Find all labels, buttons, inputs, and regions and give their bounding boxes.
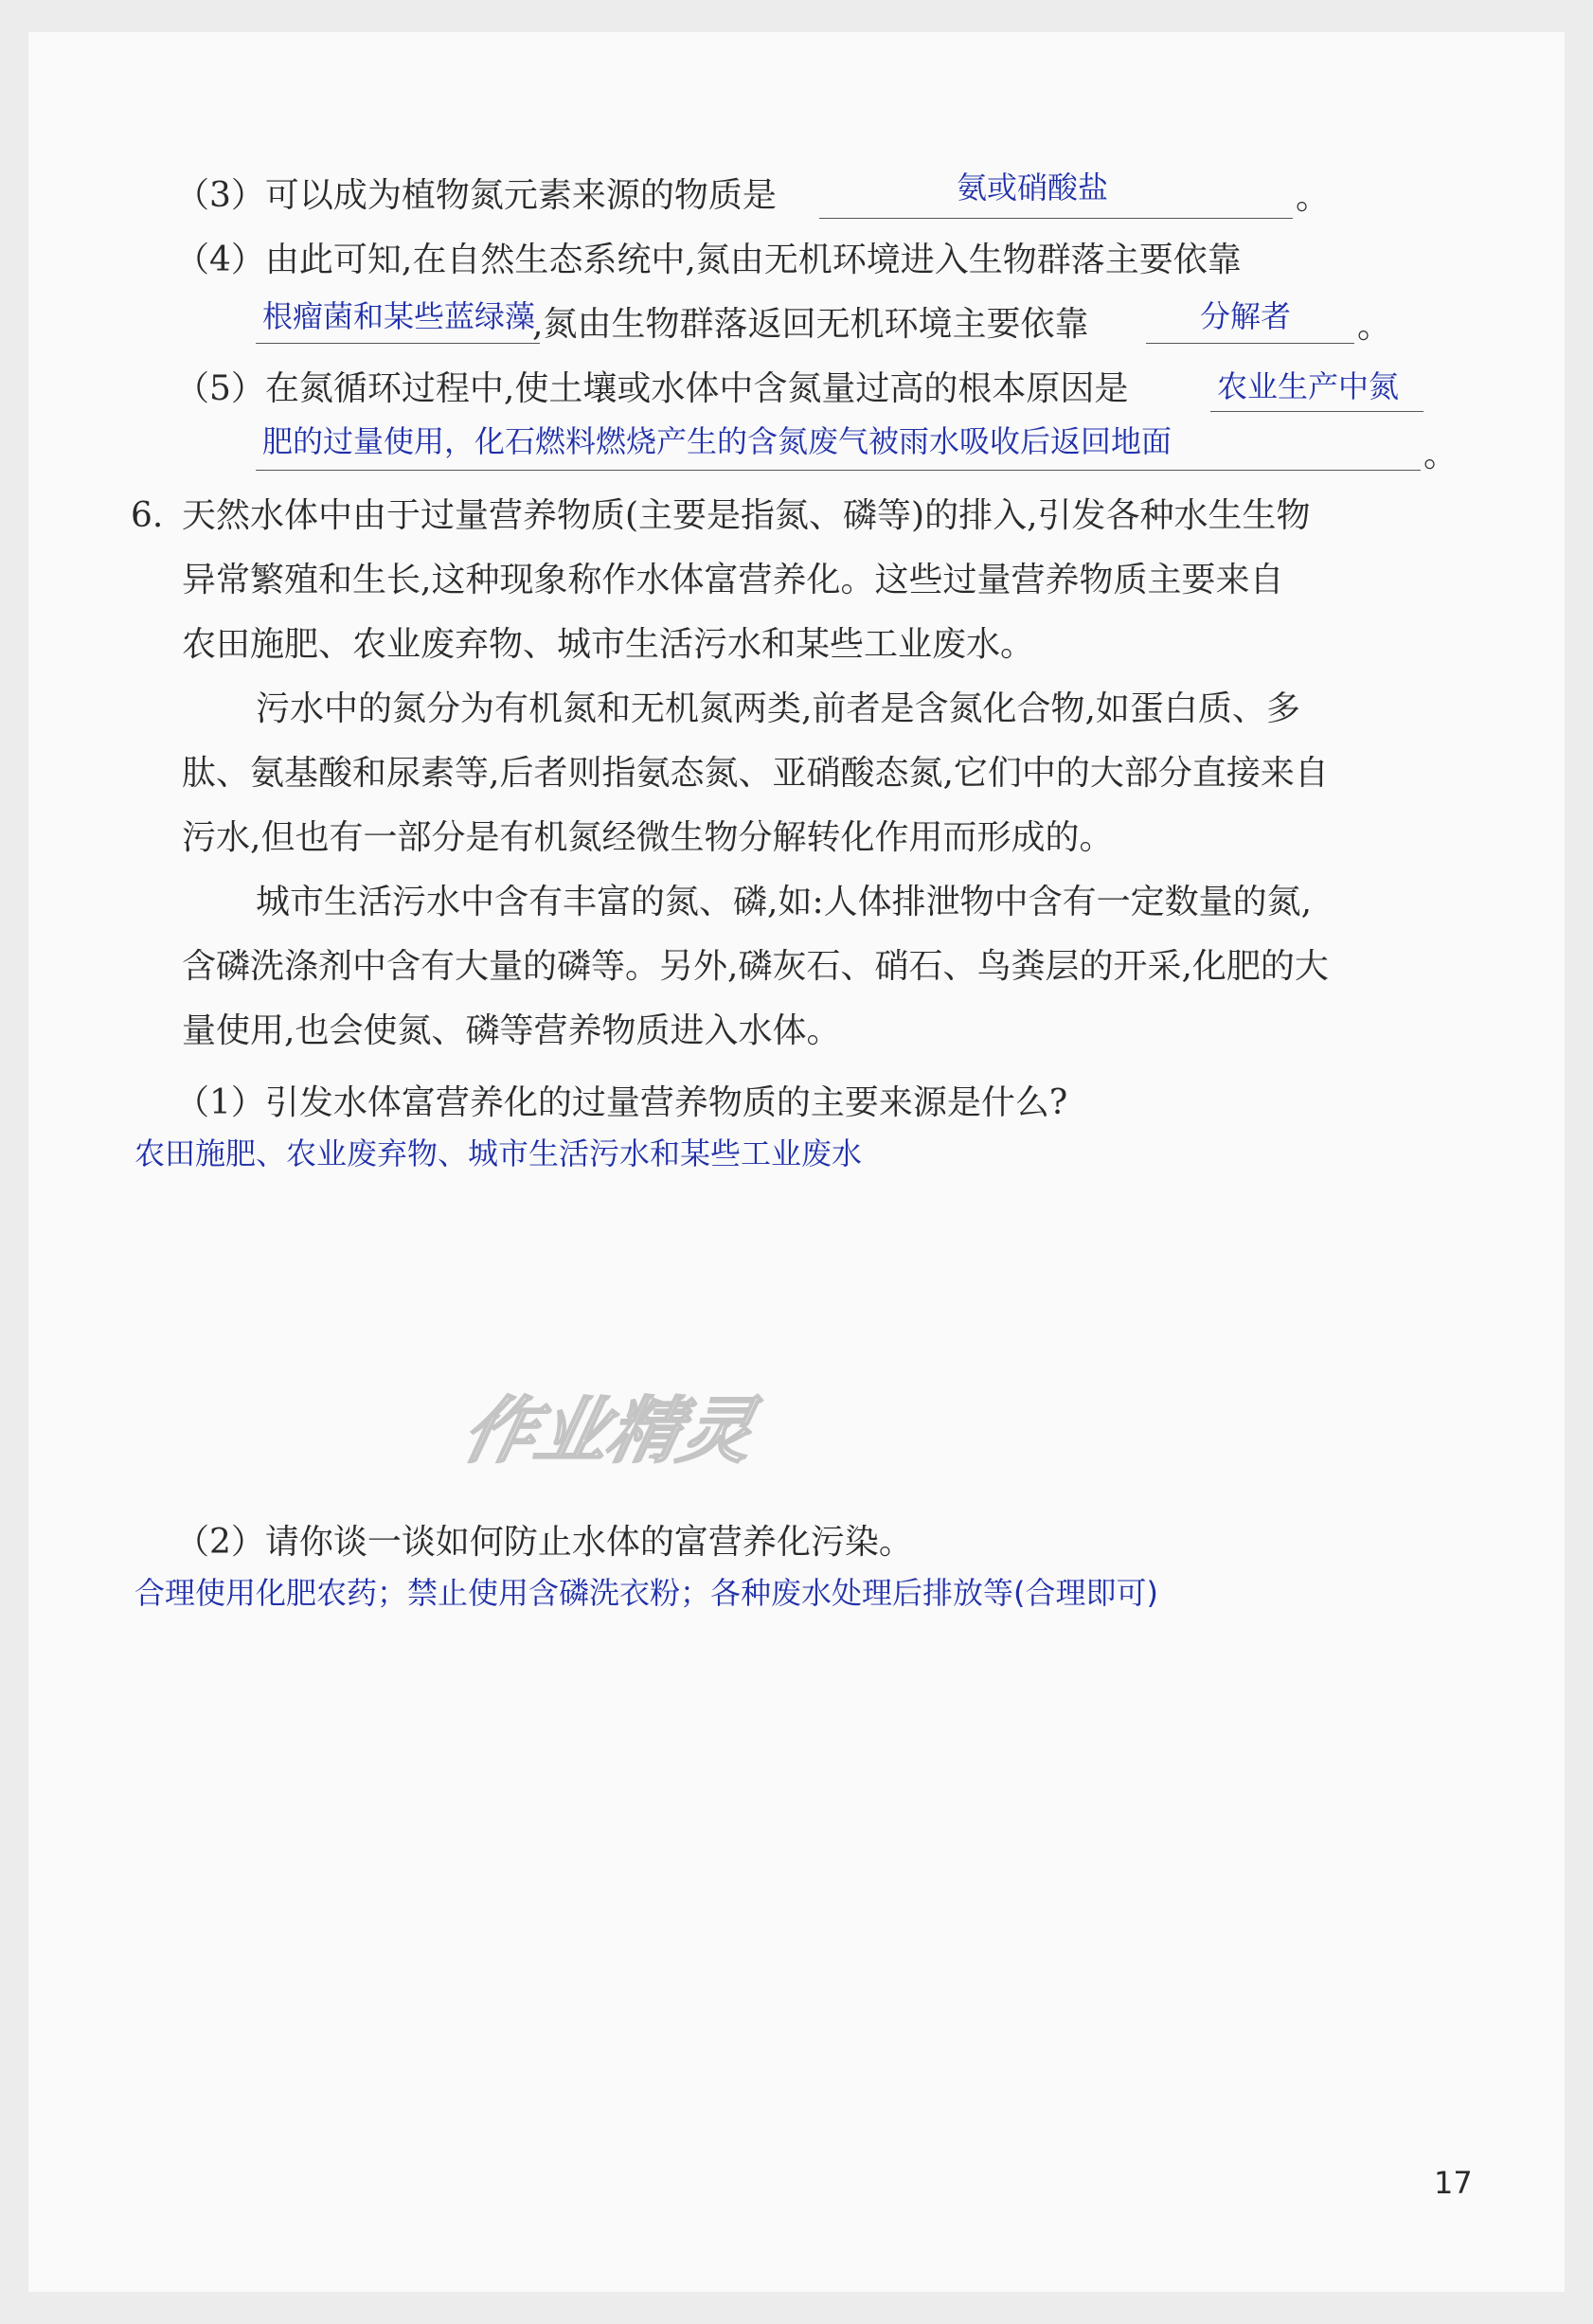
q6-para1-line3: 农田施肥、农业废弃物、城市生活污水和某些工业废水。: [182, 625, 1035, 664]
q5-4-end: 。: [1357, 307, 1392, 346]
q5-4-question-line2: ,氮由生物群落返回无机环境主要依靠: [532, 305, 1089, 344]
q5-5-answer-line2: 肥的过量使用，化石燃料燃烧产生的含氮废气被雨水吸收后返回地面: [262, 423, 1172, 459]
q6-sub1-answer: 农田施肥、农业废弃物、城市生活污水和某些工业废水: [134, 1135, 863, 1171]
q5-4-answer1: 根瘤菌和某些蓝绿藻: [262, 298, 536, 334]
q5-3-question: （3）可以成为植物氮元素来源的物质是: [175, 176, 777, 215]
q6-number: 6.: [131, 496, 164, 535]
q6-para3-line1: 城市生活污水中含有丰富的氮、磷,如:人体排泄物中含有一定数量的氮,: [256, 883, 1313, 921]
q5-3-blank: [819, 218, 1293, 219]
q6-para2-line3: 污水,但也有一部分是有机氮经微生物分解转化作用而形成的。: [182, 818, 1114, 857]
workbook-page: [28, 32, 1565, 2292]
q6-sub1-question: （1）引发水体富营养化的过量营养物质的主要来源是什么?: [175, 1083, 1068, 1122]
q6-para2-line1: 污水中的氮分为有机氮和无机氮两类,前者是含氮化合物,如蛋白质、多: [256, 689, 1300, 728]
q6-sub2-question: （2）请你谈一谈如何防止水体的富营养化污染。: [175, 1523, 913, 1562]
q5-5-question: （5）在氮循环过程中,使土壤或水体中含氮量过高的根本原因是: [175, 369, 1129, 408]
q6-para3-line3: 量使用,也会使氮、磷等营养物质进入水体。: [182, 1011, 841, 1050]
q6-sub2-answer: 合理使用化肥农药；禁止使用含磷洗衣粉；各种废水处理后排放等(合理即可): [134, 1575, 1158, 1611]
q5-5-answer-line1: 农业生产中氮: [1217, 368, 1400, 404]
q5-4-question-line1: （4）由此可知,在自然生态系统中,氮由无机环境进入生物群落主要依靠: [175, 241, 1242, 279]
q5-4-blank1: [256, 343, 540, 344]
q5-4-blank2: [1146, 343, 1354, 344]
q5-3-end: 。: [1296, 178, 1331, 217]
q5-5-blank1: [1210, 411, 1423, 412]
watermark: 作业精灵: [456, 1388, 762, 1473]
q5-4-answer2: 分解者: [1200, 298, 1292, 334]
q5-3-answer: 氨或硝酸盐: [957, 170, 1109, 206]
q6-para3-line2: 含磷洗涤剂中含有大量的磷等。另外,磷灰石、硝石、鸟粪层的开采,化肥的大: [182, 947, 1329, 986]
q6-para1-line1: 天然水体中由于过量营养物质(主要是指氮、磷等)的排入,引发各种水生生物: [182, 496, 1311, 535]
q5-5-blank2: [256, 470, 1421, 471]
q6-para1-line2: 异常繁殖和生长,这种现象称作水体富营养化。这些过量营养物质主要来自: [182, 561, 1284, 599]
q5-5-end: 。: [1423, 436, 1459, 474]
q6-para2-line2: 肽、氨基酸和尿素等,后者则指氨态氮、亚硝酸态氮,它们中的大部分直接来自: [182, 754, 1329, 793]
page-number: 17: [1434, 2165, 1473, 2201]
